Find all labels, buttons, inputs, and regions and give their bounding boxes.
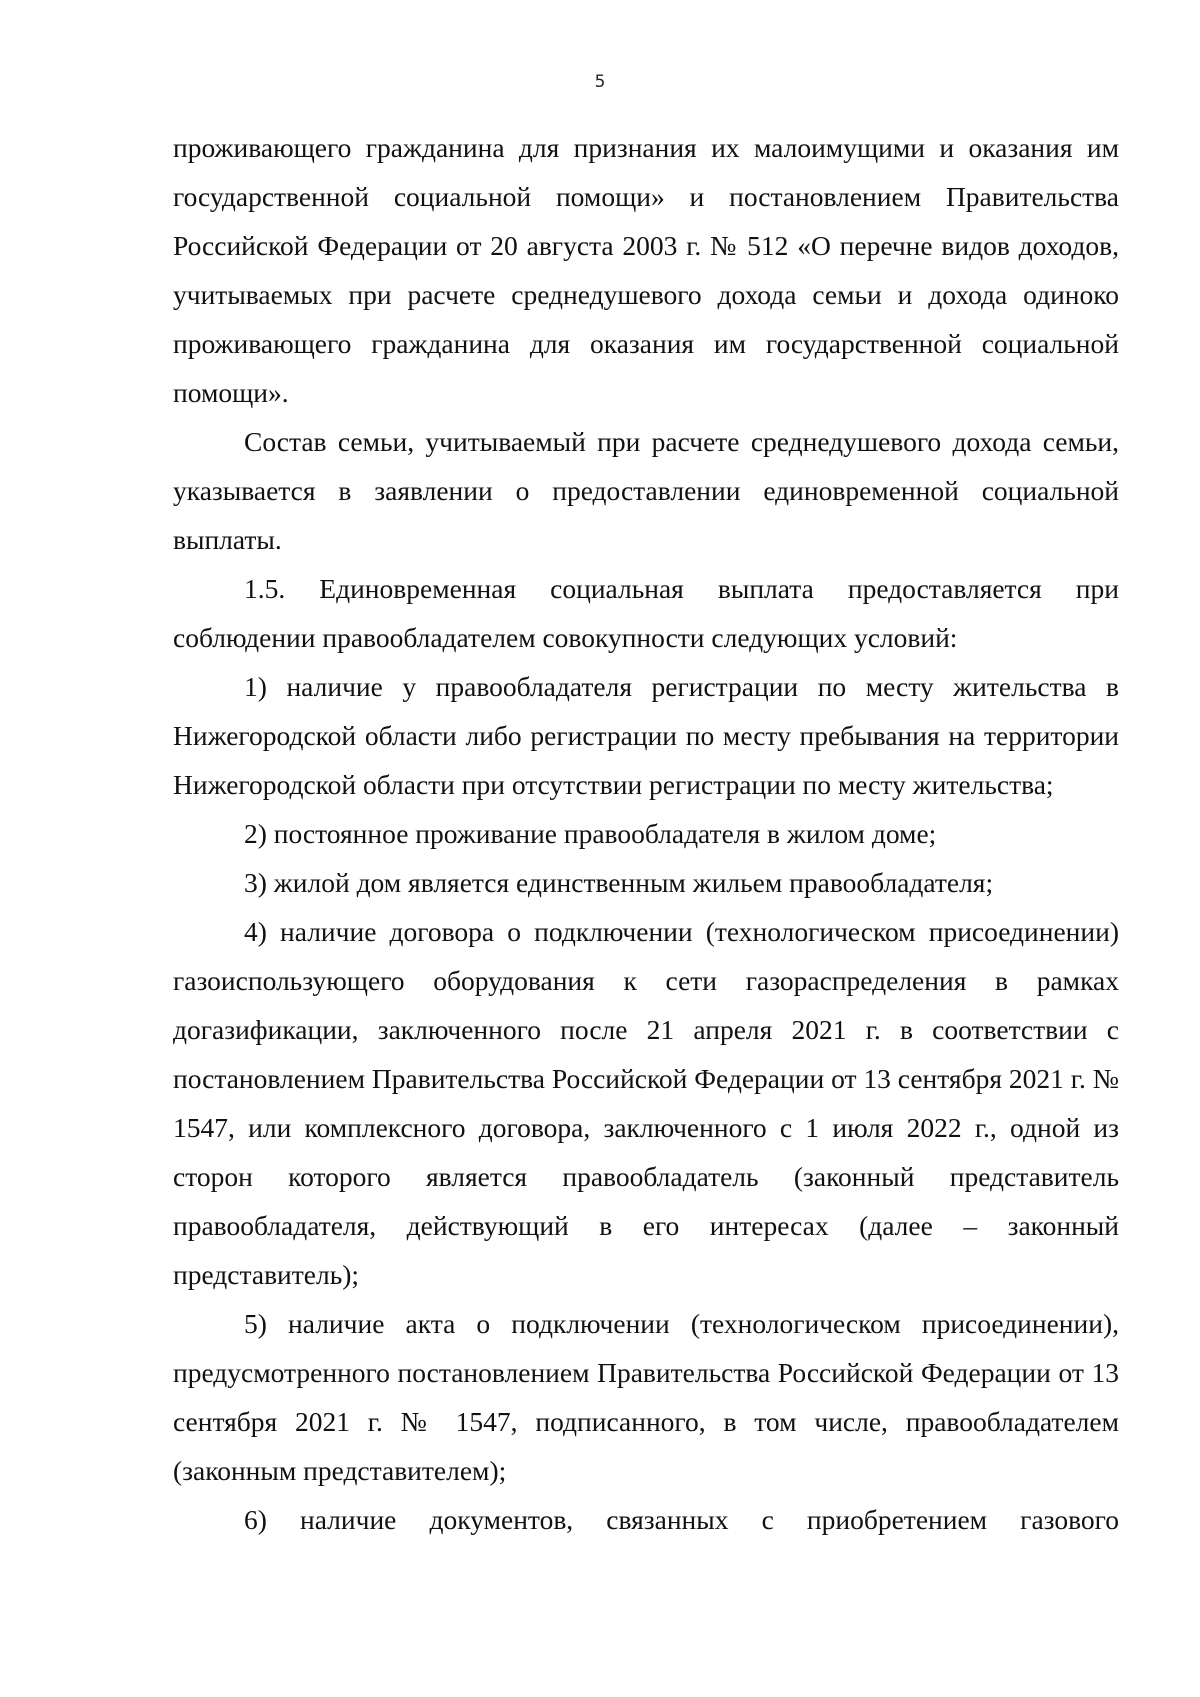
list-item-condition-3: 3) жилой дом является единственным жильем правообладателя; [244, 867, 994, 898]
list-item-condition-2: 2) постоянное проживание правообладателя в жилом доме; [244, 818, 937, 849]
list-item-condition-1: 1) наличие у правообладателя регистрации по месту жительства в Нижегородской области либо регистрации по месту пребывания на территории Нижегородской области при отсутствии регистрации по месту жительства; [173, 671, 1119, 800]
list-item-condition-6: 6) наличие документов, связанных с приобретением газового [244, 1504, 1119, 1535]
paragraph-section-1-5: 1.5. Единовременная социальная выплата предоставляется при соблюдении правообладателем совокупности следующих условий: [173, 573, 1119, 653]
document-body [173, 123, 1119, 1544]
paragraph-continuation: проживающего гражданина для признания их малоимущими и оказания им государственной социальной помощи» и постановлением Правительства Российской Федерации от 20 августа 2003 г. № 512 «О перечне видов доходов, учитываемых при расчете среднедушевого дохода семьи и дохода одиноко проживающего гражданина для оказания им государственной социальной помощи». [173, 132, 1119, 408]
paragraph-family-composition: Состав семьи, учитываемый при расчете среднедушевого дохода семьи, указывается в заявлении о предоставлении единовременной социальной выплаты. [173, 426, 1119, 555]
list-item-condition-5: 5) наличие акта о подключении (технологическом присоединении), предусмотренного постановлением Правительства Российской Федерации от 13 сентября 2021 г. № 1547, подписанного, в том числе, правообладателем (законным представителем); [173, 1308, 1119, 1486]
page-number: 5 [594, 72, 606, 92]
list-item-condition-4: 4) наличие договора о подключении (технологическом присоединении) газоиспользующего оборудования к сети газораспределения в рамках догазификации, заключенного после 21 апреля 2021 г. в соответствии с постановлением Правительства Российской Федерации от 13 сентября 2021 г. № 1547, или комплексного договора, заключенного с 1 июля 2022 г., одной из сторон которого является правообладатель (законный представитель правообладателя, действующий в его интересах (далее – законный представитель); [173, 916, 1119, 1290]
